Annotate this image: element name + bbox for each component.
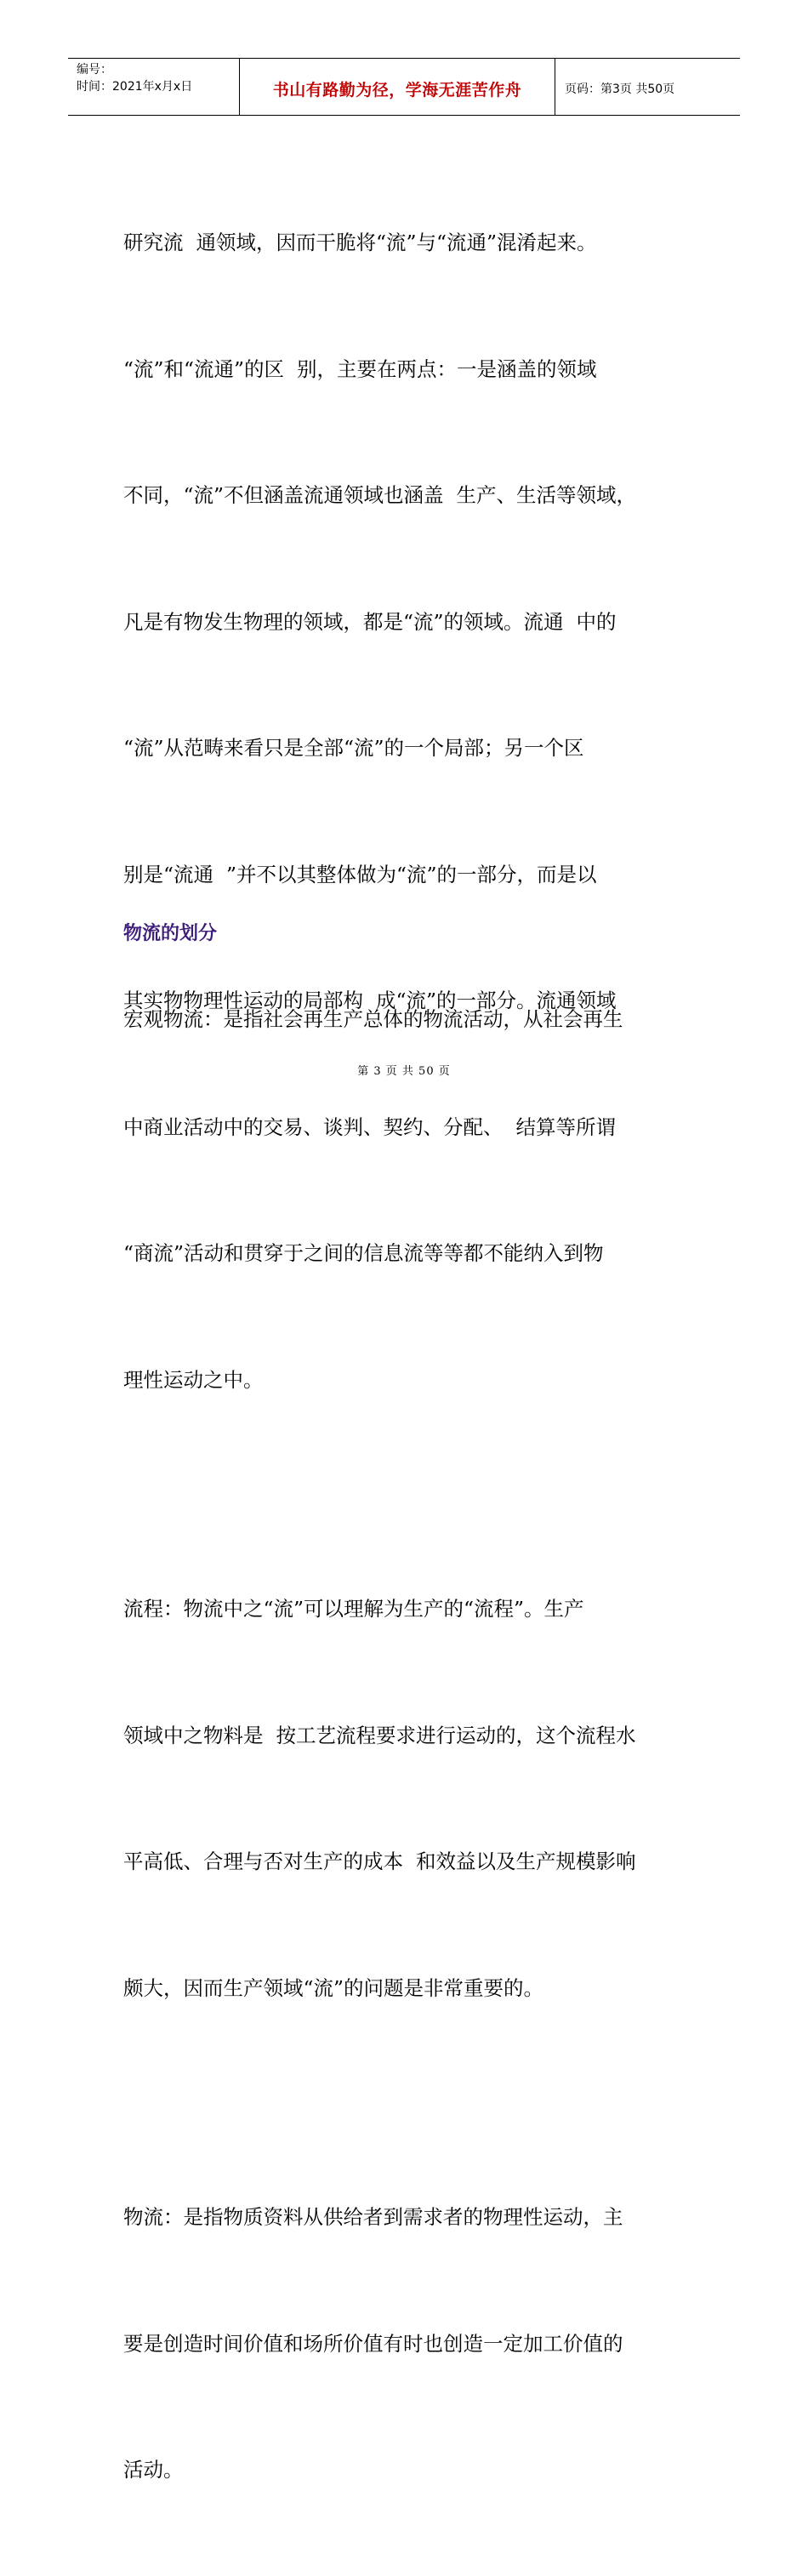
text-line: 颇大，因而生产领域“流”的问题是非常重要的。 [123, 1975, 544, 2000]
text-line: 其实物物理性运动的局部构 成“流”的一部分。流通领域 [123, 989, 617, 1012]
document-body [123, 138, 695, 2576]
text-line: 研究流 通领域，因而干脆将“流”与“流通”混淆起来。 [123, 231, 597, 254]
text-line: 物流：是指物质资料从供给者到需求者的物理性运动，主 [123, 2205, 623, 2229]
text-line: 中商业活动中的交易、谈判、契约、分配、 结算等所谓 [123, 1114, 616, 1139]
paragraph-macro-logistics: 宏观物流：是指社会再生产总体的物流活动，从社会再生 [123, 1007, 623, 1031]
text-line: “流”从范畴来看只是全部“流”的一个局部；另一个区 [123, 736, 584, 760]
text-line: 领域中之物料是 按工艺流程要求进行运动的，这个流程水 [123, 1723, 636, 1747]
text-line: “流”和“流通”的区 别，主要在两点：一是涵盖的领域 [123, 356, 597, 381]
text-line: 活动。 [123, 2458, 184, 2482]
text-line: 流程：物流中之“流”可以理解为生产的“流程”。生产 [123, 1597, 584, 1621]
document-number-label: 编号： [77, 63, 112, 77]
text-line: 平高低、合理与否对生产的成本 和效益以及生产规模影响 [123, 1849, 636, 1873]
section-heading: 物流的划分 [123, 923, 218, 944]
text-line: 理性运动之中。 [123, 1367, 264, 1392]
page-header [68, 58, 740, 116]
paragraph-circulation [123, 138, 695, 1485]
paragraph-process [123, 1504, 695, 2094]
paragraph-logistics-definition [123, 2112, 695, 2576]
text-line: 别是“流通 ”并不以其整体做为“流”的一部分，而是以 [123, 862, 597, 886]
text-line: 凡是有物发生物理的领域，都是“流”的领域。流通 中的 [123, 609, 617, 634]
text-line: 不同，“流”不但涵盖流通领域也涵盖 生产、生活等领域， [123, 483, 636, 507]
header-motto: 书山有路勤为径，学海无涯苦作舟 [272, 80, 522, 100]
text-line: “商流”活动和贯穿于之间的信息流等等都不能纳入到物 [123, 1241, 604, 1265]
header-page-info: 页码：第3页 共50页 [565, 83, 675, 96]
text-line: 要是创造时间价值和场所价值有时也创造一定加工价值的 [123, 2331, 623, 2356]
header-motto-cell [239, 59, 555, 115]
header-meta [68, 59, 238, 115]
page-footer: 第 3 页 共 50 页 [357, 1065, 451, 1078]
document-time-label: 时间：2021年x月x日 [77, 80, 193, 94]
